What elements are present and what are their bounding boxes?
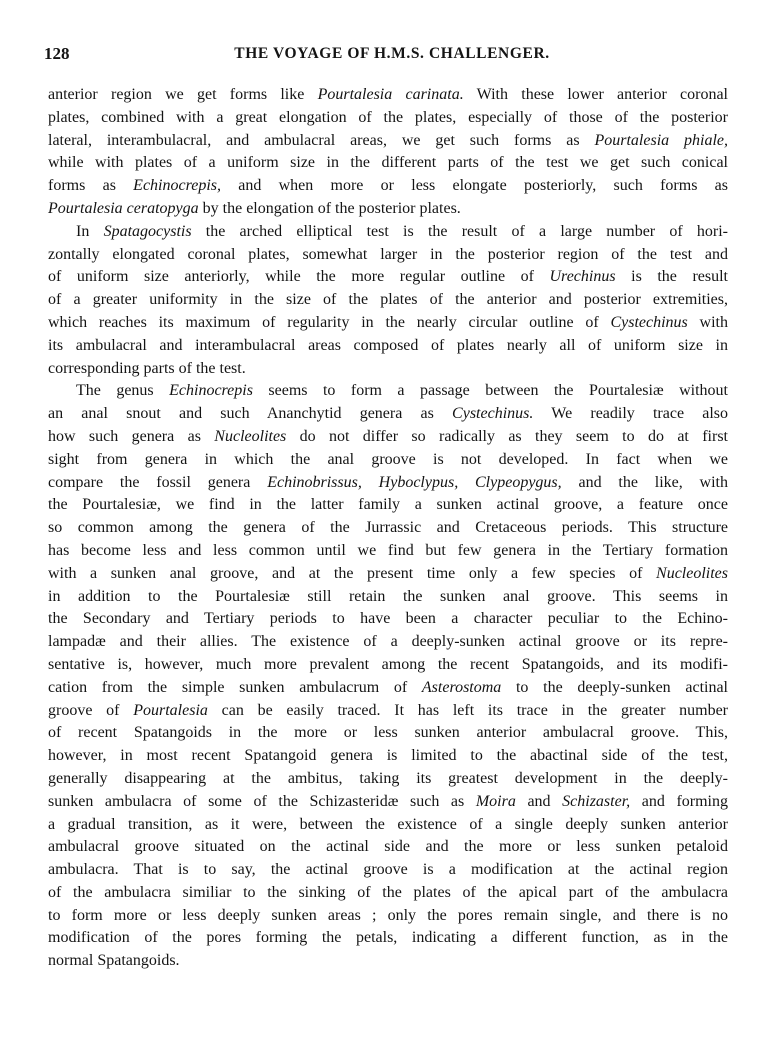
text-line: [48, 266, 728, 289]
text-run: to the deeply-sunken actinal: [501, 678, 729, 696]
text-run: the Pourtalesiæ, we find in the latter family a sunken actinal groove, a feature once: [48, 496, 728, 514]
text-run: compare the fossil genera: [48, 473, 268, 491]
text-run: and the like, with: [561, 473, 729, 491]
text-line: [48, 540, 728, 563]
text-run: generally disappearing at the ambitus, taking its greatest development in the deeply-: [48, 769, 728, 787]
text-run: an anal snout and such Ananchytid genera as: [48, 405, 453, 423]
page-header: [44, 44, 740, 66]
text-run: and: [515, 792, 563, 810]
text-run: ambulacral groove situated on the actinal side and the more or less sunken petaloid: [48, 838, 728, 856]
text-run: In: [76, 222, 104, 240]
text-run: by the elongation of the posterior plates.: [198, 199, 461, 217]
text-line: [48, 631, 728, 654]
text-line: [48, 289, 728, 312]
text-line: [48, 700, 728, 723]
italic-taxon-name: Echinocrepis: [169, 382, 253, 400]
body-text: [48, 84, 728, 973]
text-line: [48, 563, 728, 586]
text-run: sight from genera in which the anal groove is not developed. In fact when we: [48, 450, 728, 468]
page-number: 128: [44, 44, 70, 63]
text-run: With these lower anterior coronal: [463, 86, 728, 103]
text-run: ambulacra. That is to say, the actinal groove is a modification at the actinal region: [48, 861, 728, 879]
italic-taxon-name: Schizaster,: [562, 792, 631, 810]
text-line: [48, 859, 728, 882]
italic-taxon-name: Moira: [475, 792, 516, 810]
paragraph-2: [48, 221, 728, 381]
text-line: [48, 494, 728, 517]
text-run: plates, combined with a great elongation of the plates, especially of those of the posterior: [48, 108, 728, 126]
italic-taxon-name: Pourtalesia: [133, 701, 208, 719]
text-line: [48, 745, 728, 768]
text-line: [48, 654, 728, 677]
text-run: The genus: [76, 382, 170, 400]
text-run: to form more or less deeply sunken areas ; only the pores remain single, and there is no: [48, 906, 728, 924]
text-line: [48, 244, 728, 267]
text-line: [48, 152, 728, 175]
text-line: [48, 517, 728, 540]
text-line: [48, 380, 728, 403]
italic-taxon-name: Echinocrepis,: [133, 177, 221, 195]
text-line: [48, 950, 728, 973]
running-title: THE VOYAGE OF H.M.S. CHALLENGER.: [234, 45, 550, 62]
italic-taxon-name: Spatagocystis: [103, 222, 192, 240]
text-run: corresponding parts of the test.: [48, 359, 246, 377]
text-run: in addition to the Pourtalesiæ still retain the sunken anal groove. This seems in: [48, 587, 728, 605]
text-run: lampadæ and their allies. The existence of a deeply-sunken actinal groove or its repre-: [48, 633, 728, 651]
text-line: [48, 449, 728, 472]
text-run: forms as: [48, 177, 134, 195]
text-run: lateral, interambulacral, and ambulacral areas, we get such forms as: [48, 131, 595, 149]
text-run: with a sunken anal groove, and at the present time only a few species of: [48, 564, 657, 582]
text-run: modification of the pores forming the petals, indicating a different function, as in the: [48, 929, 728, 947]
text-run: and when more or less elongate posteriorly, such forms as: [221, 177, 728, 195]
text-run: seems to form a passage between the Pourtalesiæ without: [252, 382, 728, 400]
text-line: [48, 221, 728, 244]
text-run: the Secondary and Tertiary periods to have been a character peculiar to the Echino-: [48, 610, 728, 628]
text-line: [48, 905, 728, 928]
italic-taxon-name: Nucleolites: [656, 564, 728, 582]
text-line: [48, 586, 728, 609]
text-run: while with plates of a uniform size in the different parts of the test we get such conical: [48, 154, 728, 172]
text-run: has become less and less common until we find but few genera in the Tertiary formation: [48, 541, 728, 559]
text-run: of uniform size anteriorly, while the more regular outline of: [48, 268, 550, 286]
text-run: groove of: [48, 701, 134, 719]
text-line: [48, 130, 728, 153]
paragraph-1: [48, 84, 728, 221]
italic-taxon-name: Cystechinus.: [452, 405, 534, 423]
text-run: how such genera as: [48, 427, 215, 445]
italic-taxon-name: Asterostoma: [421, 678, 502, 696]
italic-taxon-name: Echinobrissus, Hyboclypus, Clypeopygus,: [267, 473, 562, 491]
text-run: and forming: [630, 792, 729, 810]
text-run: is the result: [615, 268, 728, 286]
text-run: cation from the simple sunken ambulacrum of: [48, 678, 422, 696]
italic-taxon-name: Cystechinus: [610, 313, 688, 331]
text-run: anterior region we get forms like: [48, 86, 318, 103]
paragraph-3: [48, 380, 728, 973]
text-run: the arched elliptical test is the result of a large number of hori-: [191, 222, 729, 240]
text-run: of a greater uniformity in the size of the plates of the anterior and posterior extremities,: [48, 291, 728, 309]
text-line: [48, 882, 728, 905]
text-line: [48, 814, 728, 837]
text-line: [48, 472, 728, 495]
text-run: with: [687, 313, 728, 331]
text-line: [48, 175, 728, 198]
text-line: [48, 791, 728, 814]
text-run: a gradual transition, as it were, between the existence of a single deeply sunken anterior: [48, 815, 728, 833]
text-run: sentative is, however, much more prevalent among the recent Spatangoids, and its modifi-: [48, 655, 728, 673]
text-line: [48, 403, 728, 426]
text-run: so common among the genera of the Jurrassic and Cretaceous periods. This structure: [48, 519, 728, 537]
text-run: zontally elongated coronal plates, somewhat larger in the posterior region of the test and: [48, 245, 728, 263]
text-line: [48, 608, 728, 631]
text-line: [48, 426, 728, 449]
text-line: [48, 198, 728, 221]
italic-taxon-name: Urechinus: [549, 268, 616, 286]
italic-taxon-name: Nucleolites: [214, 427, 287, 445]
text-line: [48, 335, 728, 358]
text-run: however, in most recent Spatangoid genera is limited to the abactinal side of the test,: [48, 747, 728, 765]
text-run: normal Spatangoids.: [48, 952, 180, 970]
text-line: [48, 312, 728, 335]
text-line: [48, 722, 728, 745]
text-line: [48, 107, 728, 130]
italic-taxon-name: Pourtalesia ceratopyga: [48, 199, 199, 217]
text-run: of the ambulacra similiar to the sinking of the plates of the apical part of the ambulacra: [48, 883, 728, 901]
text-run: We readily trace also: [533, 405, 729, 423]
text-run: do not differ so radically as they seem to do at first: [286, 427, 729, 445]
italic-taxon-name: Pourtalesia phiale,: [594, 131, 729, 149]
text-line: [48, 927, 728, 950]
text-line: [48, 358, 728, 381]
text-line: [48, 84, 728, 107]
text-run: of recent Spatangoids in the more or less sunken anterior ambulacral groove. This,: [48, 724, 728, 742]
text-line: [48, 836, 728, 859]
text-run: sunken ambulacra of some of the Schizasteridæ such as: [48, 792, 476, 810]
text-line: [48, 768, 728, 791]
text-run: which reaches its maximum of regularity in the nearly circular outline of: [48, 313, 611, 331]
italic-taxon-name: Pourtalesia carinata.: [317, 86, 464, 103]
text-line: [48, 677, 728, 700]
text-run: can be easily traced. It has left its trace in the greater number: [207, 701, 729, 719]
text-run: its ambulacral and interambulacral areas composed of plates nearly all of uniform size in: [48, 336, 728, 354]
